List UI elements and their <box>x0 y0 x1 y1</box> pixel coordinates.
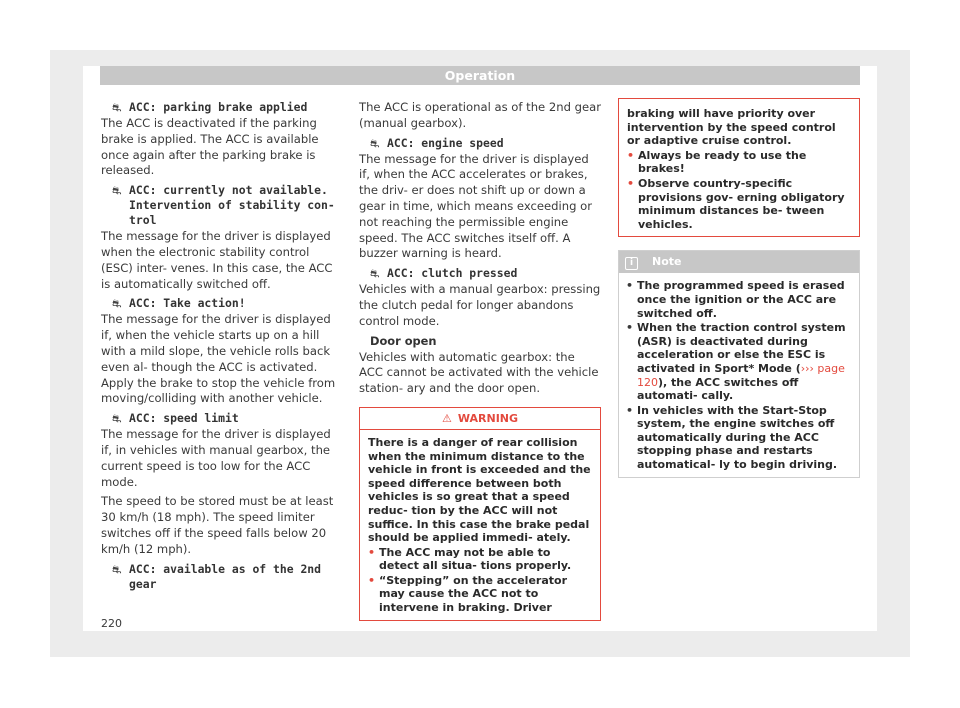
paragraph: The ACC is deactivated if the parking brake is applied. The ACC is available once again after the parking brake is released. <box>101 116 319 178</box>
warning-text: braking will have priority over intervention by the speed control or adaptive cruise control. <box>627 107 836 148</box>
paragraph: The speed to be stored must be at least 30 km/h (18 mph). The speed limiter switches off if the speed falls below 20 km/h (12 mph). <box>101 494 334 556</box>
car-warning-icon: ⛐ <box>370 267 380 281</box>
bullet-icon: • <box>626 321 634 335</box>
column-left <box>101 100 339 593</box>
warning-body <box>360 430 600 620</box>
message-heading: ⛐ ACC: Take action! <box>112 296 246 311</box>
warning-bullet: • Always be ready to use the brakes! <box>627 148 807 176</box>
bullet-icon: • <box>626 403 634 417</box>
note-bullet: • The programmed speed is erased once the ignition or the ACC are switched off. <box>626 279 845 320</box>
note-bullet: • In vehicles with the Start-Stop system, the engine switches off automatically during the ACC stopping phase and restarts automatical- ly to begin driving. <box>626 403 838 472</box>
paragraph: The ACC is operational as of the 2nd gear (manual gearbox). <box>359 100 602 130</box>
car-warning-icon: ⛐ <box>112 101 122 114</box>
car-warning-icon: ⛐ <box>112 184 122 198</box>
message-heading: ⛐ ACC: available as of the 2nd gear <box>112 561 322 591</box>
warning-text: There is a danger of rear collision when the minimum distance to the vehicle in front is exceeded and the speed difference between both vehicles is so great that a speed reduc- tion by the ACC will not suffice. In this case the brake pedal should be applied immedi- ately. <box>368 435 591 545</box>
warning-bullet: • “Stepping” on the accelerator may cause the ACC not to intervene in braking. Driver <box>368 573 567 615</box>
note-box <box>618 250 860 477</box>
car-warning-icon: ⛐ <box>370 136 380 150</box>
car-warning-icon: ⛐ <box>112 412 122 426</box>
page-number: 220 <box>101 617 122 630</box>
warning-bullet: • Observe country-specific provisions gov- erning obligatory minimum distances be- tween vehicles. <box>627 176 845 231</box>
paragraph: The message for the driver is displayed if, when the vehicle starts up on a hill with a mild slope, the vehicle rolls back even al- though the ACC is activated. Apply the brake to stop the vehicle from moving/colliding with another vehicle. <box>101 312 336 406</box>
paragraph: The message for the driver is displayed when the electronic stability control (ESC) inter- venes. In this case, the ACC is automatically switched off. <box>101 229 333 291</box>
paragraph: Vehicles with automatic gearbox: the ACC cannot be activated with the vehicle station- ary and the door open. <box>359 349 599 396</box>
info-icon: i <box>625 257 638 270</box>
bullet-icon: • <box>368 573 376 587</box>
bullet-icon: • <box>627 148 635 162</box>
page-reference-link[interactable]: ››› page 120 <box>637 361 845 389</box>
note-bullet: • When the traction control system (ASR) is deactivated during acceleration or else the ESC is activated in Sport* Mode (››› page 120), the ACC switches off automati- cally. <box>626 321 846 403</box>
message-heading: ⛐ ACC: clutch pressed <box>370 266 518 281</box>
note-header: i Note <box>619 251 859 273</box>
paragraph: Vehicles with a manual gearbox: pressing the clutch pedal for longer abandons control mode. <box>359 282 601 328</box>
warning-box-continued <box>618 98 860 237</box>
car-warning-icon: ⛐ <box>112 562 122 576</box>
warning-triangle-icon: ⚠ <box>441 411 452 425</box>
column-right <box>618 98 860 478</box>
paragraph: The message for the driver is displayed if, when the ACC accelerates or brakes, the driv- er does not shift up or down a gear in time, which means exceeding or not reaching the permissible engine speed. The ACC switches itself off. A buzzer warning is heard. <box>359 151 592 261</box>
bullet-icon: • <box>368 545 376 559</box>
message-heading: ⛐ ACC: engine speed <box>370 135 504 150</box>
warning-header: ⚠ WARNING <box>360 408 600 430</box>
section-header: Operation <box>100 66 860 85</box>
message-heading: Door open <box>370 333 437 348</box>
warning-bullet: • The ACC may not be able to detect all situa- tions properly. <box>368 545 572 573</box>
warning-body <box>619 99 859 236</box>
paragraph: The message for the driver is displayed if, in vehicles with manual gearbox, the current speed is too low for the ACC mode. <box>101 427 331 489</box>
bullet-icon: • <box>626 279 634 293</box>
column-middle <box>359 100 601 621</box>
message-heading: ⛐ ACC: currently not available. Intervention of stability con- trol <box>112 183 335 228</box>
message-heading: ⛐ ACC: speed limit <box>112 411 239 426</box>
note-body <box>619 273 859 476</box>
bullet-icon: • <box>627 176 635 190</box>
car-warning-icon: ⛐ <box>112 297 122 311</box>
warning-box <box>359 407 601 621</box>
message-heading: ⛐ ACC: parking brake applied <box>112 100 308 114</box>
